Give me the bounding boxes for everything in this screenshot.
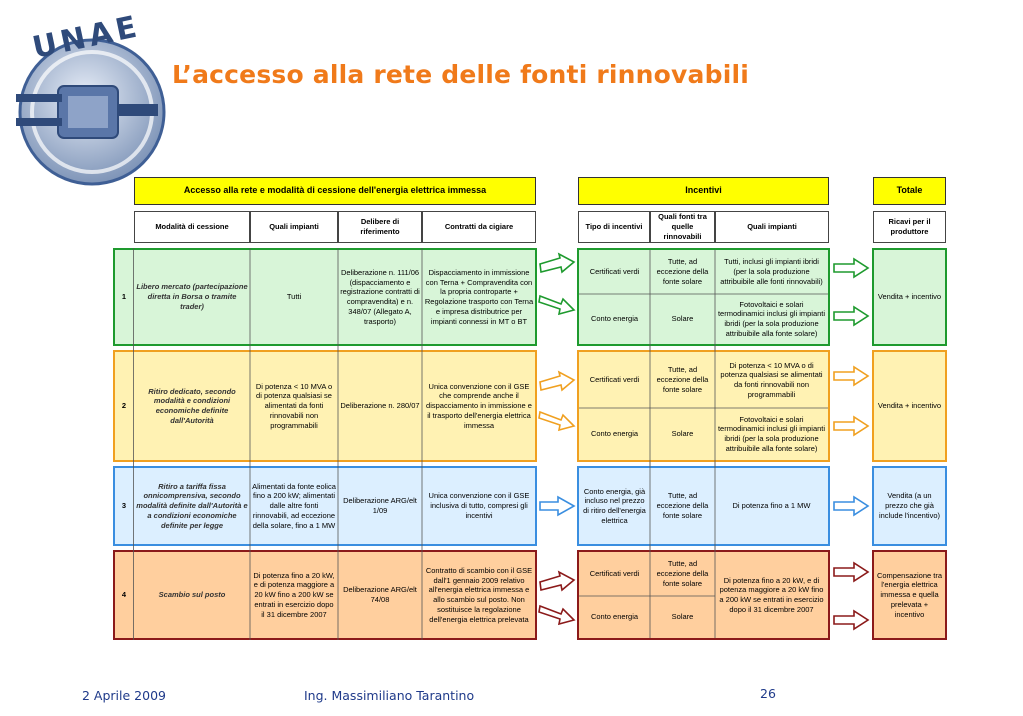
- totale-cell: Vendita + incentivo: [872, 350, 947, 462]
- footer-date: 2 Aprile 2009: [82, 688, 166, 703]
- row-number: 4: [121, 590, 127, 600]
- arrow-right-icon: [834, 367, 868, 385]
- impianti-cell: Tutti, inclusi gli impianti ibridi (per la sola produzione attribuibile alle fonti rinnovabili): [720, 257, 823, 286]
- arrow-right-icon: [540, 254, 574, 272]
- fonti-cell: Tutte, ad eccezione della fonte solare: [656, 559, 709, 588]
- delibere-cell: Deliberazione n. 111/06 (dispacciamento e registrazione contratti di compravendita) e n. 348/07 (Allegato A, trasporto): [340, 267, 420, 326]
- footer-author: Ing. Massimiliano Tarantino: [304, 688, 475, 703]
- totale-cell: Vendita (a un prezzo che già include l'incentivo): [872, 466, 947, 546]
- fonti-cell: Tutte, ad eccezione della fonte solare: [656, 491, 709, 520]
- delibere-cell: Deliberazione ARG/elt 74/08: [343, 585, 417, 604]
- impianti-cell: Di potenza fino a 20 kW, e di potenza maggiore a 20 kW fino a 200 kW se entrati in esercizio dopo il 31 dicembre 2007: [719, 575, 824, 614]
- delibere-cell: Deliberazione n. 280/07: [340, 401, 420, 411]
- access-table-header: Accesso alla rete e modalità di cessione dell'energia elettrica immessa: [134, 177, 536, 205]
- impianti-cell: Fotovoltaici e solari termodinamici inclusi gli impianti ibridi (per la sola produzione attribuibile alla fonte solare): [717, 299, 826, 338]
- totale-cell: Vendita + incentivo: [872, 248, 947, 346]
- col-tipo: Tipo di incentivi: [578, 211, 650, 243]
- modalita-cell: Ritiro dedicato, secondo modalità e condizioni economiche definite dall'Autorità: [148, 386, 236, 425]
- arrow-right-icon: [834, 563, 868, 581]
- col-delibere: Delibere di riferimento: [338, 211, 422, 243]
- impianti-cell: Di potenza fino a 20 kW, e di potenza maggiore a 20 kW fino a 200 kW se entrati in esercizio dopo il 31 dicembre 2007: [253, 570, 335, 619]
- col-impianti: Quali impianti: [250, 211, 338, 243]
- contratti-cell: Contratto di scambio con il GSE dall'1 gennaio 2009 relativo all'energia elettrica immessa e allo scambio sul posto. Non sostituisce la regolazione dell'energia elettrica prelevata: [425, 565, 533, 624]
- arrow-right-icon: [834, 497, 868, 515]
- contratti-cell: Unica convenzione con il GSE inclusiva di tutto, compresi gli incentivi: [428, 491, 530, 520]
- arrow-right-icon: [540, 572, 574, 590]
- fonti-cell: Solare: [671, 429, 694, 439]
- tipo-cell: Certificati verdi: [589, 267, 640, 277]
- tipo-cell: Conto energia: [590, 612, 639, 622]
- modalita-cell: Scambio sul posto: [158, 590, 226, 600]
- incentivi-table-header: Incentivi: [578, 177, 829, 205]
- fonti-cell: Tutte, ad eccezione della fonte solare: [656, 365, 709, 394]
- col-contratti: Contratti da cigiare: [422, 211, 536, 243]
- col-modalita: Modalità di cessione: [134, 211, 250, 243]
- arrow-right-icon: [834, 307, 868, 325]
- col-quali-impianti: Quali impianti: [715, 211, 829, 243]
- row-number: 2: [121, 401, 127, 411]
- totale-cell: Compensazione tra l'energia elettrica immessa e quella prelevata + incentivo: [872, 550, 947, 640]
- delibere-cell: Deliberazione ARG/elt 1/09: [343, 496, 417, 515]
- arrow-right-icon: [540, 372, 574, 390]
- totale-table-header: Totale: [873, 177, 946, 205]
- impianti-cell: Fotovoltaici e solari termodinamici inclusi gli impianti ibridi (per la sola produzione attribuibile alla fonte solare): [717, 414, 826, 453]
- row-number: 3: [121, 501, 127, 511]
- fonti-cell: Solare: [671, 314, 694, 324]
- page-title: L’accesso alla rete delle fonti rinnovabili: [172, 60, 750, 89]
- impianti-cell: Di potenza < 10 MVA o di potenza qualsiasi se alimentati da fonti rinnovabili non programmabili: [255, 381, 333, 430]
- col-ricavi: Ricavi per il produttore: [873, 211, 946, 243]
- impianti-cell: Di potenza fino a 1 MW: [732, 501, 811, 511]
- row-number: 1: [121, 292, 127, 302]
- impianti-cell: Di potenza < 10 MVA o di potenza qualsiasi se alimentati da fonti rinnovabili non programmabili: [720, 360, 823, 399]
- arrow-right-icon: [834, 611, 868, 629]
- modalita-cell: Libero mercato (partecipazione diretta in Borsa o tramite trader): [136, 282, 248, 311]
- fonti-cell: Solare: [671, 612, 694, 622]
- tipo-cell: Conto energia: [590, 429, 639, 439]
- impianti-cell: Alimentati da fonte eolica fino a 200 kW; alimentati dalle altre fonti rinnovabili, ad eccezione della solare, fino a 1 MW: [252, 481, 336, 530]
- modalita-cell: Ritiro a tariffa fissa onnicomprensiva, secondo modalità definite dall'Autorità e a condizioni economiche definite per legge: [136, 481, 248, 530]
- tipo-cell: Certificati verdi: [589, 375, 640, 385]
- arrow-right-icon: [834, 259, 868, 277]
- impianti-cell: Tutti: [286, 292, 302, 302]
- tipo-cell: Conto energia, già incluso nel prezzo di ritiro dell'energia elettrica: [583, 486, 646, 525]
- page-number: 26: [760, 686, 776, 701]
- fonti-cell: Tutte, ad eccezione della fonte solare: [656, 257, 709, 286]
- contratti-cell: Unica convenzione con il GSE che comprende anche il dispacciamento in immissione e il trasporto dell'energia elettrica immessa: [426, 381, 532, 430]
- col-fonti: Quali fonti tra quelle rinnovabili: [650, 211, 715, 243]
- arrow-right-icon: [539, 412, 574, 430]
- logo-text: UNAE: [29, 9, 144, 66]
- arrow-right-icon: [540, 497, 574, 515]
- contratti-cell: Dispacciamento in immissione con Terna + Compravendita con la propria controparte + Regolazione trasporto con Terna e impresa distributrice per impianti connessi in MT o BT: [424, 267, 534, 326]
- arrow-right-icon: [834, 417, 868, 435]
- arrow-right-icon: [539, 606, 574, 624]
- arrow-right-icon: [539, 296, 574, 314]
- tipo-cell: Certificati verdi: [589, 569, 640, 579]
- tipo-cell: Conto energia: [590, 314, 639, 324]
